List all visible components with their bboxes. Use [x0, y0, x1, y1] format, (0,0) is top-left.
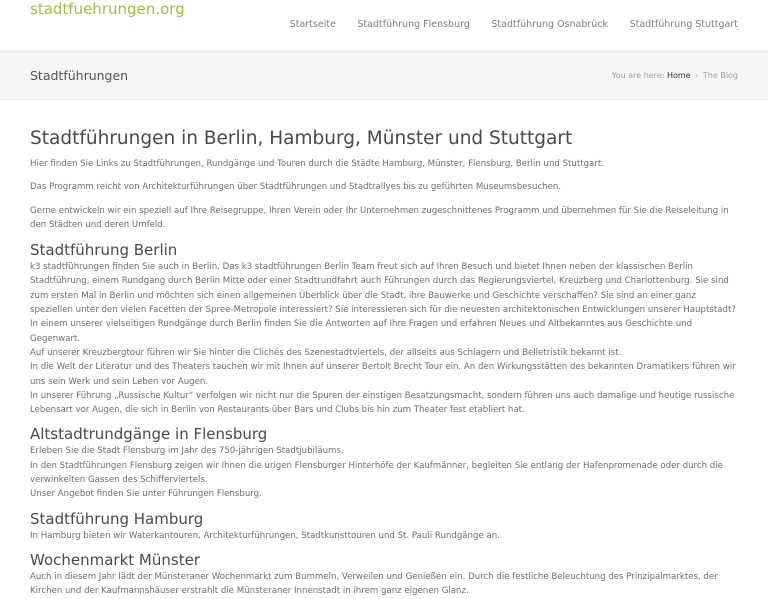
- main-nav: [268, 18, 738, 32]
- section-heading-hamburg: Stadtführung Hamburg: [30, 509, 204, 528]
- section-heading-flensburg: Altstadtrundgänge in Flensburg: [30, 425, 268, 444]
- section-heading-berlin: Stadtführung Berlin: [30, 241, 178, 260]
- section-text: Unser Angebot finden Sie unter Führungen Flensburg.: [30, 489, 262, 500]
- section-heading-muenster: Wochenmarkt Münster: [30, 550, 200, 569]
- section-text: In den Stadtführungen Flensburg zeigen wir Ihnen die urigen Flensburger Hinterhöfe der Kaufmänner, begleiten Sie entlang der Hafenpromenade oder durch die verwinkelten Gassen des Schifferviertels.: [30, 460, 723, 486]
- article-content: [30, 127, 740, 599]
- section-text: In Hamburg bieten wir Waterkantouren, Architekturführungen, Stadtkunsttouren und St. Pauli Rundgänge an.: [30, 530, 500, 541]
- section-text: Auch in diesem Jahr lädt der Münsteraner Wochenmarkt zum Bummeln, Verweilen und Genießen ein. Durch die festliche Beleuchtung des Prinzipalmarktes, der Kirchen und der Kaufmannshäuser erstrahlt die Münsteraner Innenstadt in ihrem ganz eigenen Glanz.: [30, 571, 718, 597]
- section-text: Auf unserer Kreuzbergtour führen wir Sie hinter die Clichés des Szenestadtviertels, der allseits aus Schlagern und Belletristik bekannt ist.: [30, 347, 622, 358]
- page-title: Stadtführungen: [30, 68, 129, 83]
- article-title: Stadtführungen in Berlin, Hamburg, Münster und Stuttgart: [30, 128, 573, 149]
- nav-item-stadtfuehrung-osnabrueck[interactable]: Stadtführung Osnabrück: [491, 19, 609, 30]
- breadcrumb: [612, 71, 738, 80]
- nav-item-stadtfuehrung-flensburg[interactable]: Stadtführung Flensburg: [357, 19, 470, 30]
- site-logo-link[interactable]: stadtfuehrungen.org: [30, 0, 185, 18]
- section-text: In die Welt der Literatur und des Theaters tauchen wir mit Ihnen auf unserer Bertolt Brecht Tour ein. An den Wirkungsstätten des bekannten Dramatikers führen wir uns sein Werk und sein Leben vor Augen.: [30, 362, 736, 387]
- breadcrumb-prefix: You are here:: [611, 71, 665, 80]
- intro-paragraph: Hier finden Sie Links zu Stadtführungen, Rundgänge und Touren durch die Städte Hamburg, Münster, Flensburg, Berlin und Stuttgart.: [30, 159, 604, 169]
- nav-item-startseite[interactable]: Startseite: [289, 19, 336, 30]
- section-text: In einem unserer vielseitigen Rundgänge durch Berlin finden Sie die Antworten auf Ihre Fragen und erfahren Neues und Altbekanntes aus Geschichte und Gegenwart.: [30, 319, 693, 344]
- breadcrumb-home-link[interactable]: Home: [666, 71, 691, 80]
- page-title-bar: [0, 52, 768, 100]
- breadcrumb-separator-icon: ›: [695, 71, 699, 80]
- intro-paragraph: Das Programm reicht von Architekturführungen über Stadtführungen und Stadtrallyes bis zu geführten Museumsbesuchen.: [30, 182, 562, 193]
- section-text: Erleben Sie die Stadt Flensburg im Jahr des 750-jährigen Stadtjubiläums.: [30, 446, 344, 457]
- section-text: k3 stadtführungen finden Sie auch in Berlin. Das k3 stadtführungen Berlin Team freut sich auf Ihren Besuch und bietet Ihnen neben der klassischen Berlin Stadtführung, einem Rundgang durch Berlin Mitte oder einer Stadtrundfahrt auch Führungen durch das Regierungsviertel, Kreuzberg und Charlottenburg. Sie sind zum ersten Mal in Berlin und möchten sich einen allgemeinen Überblick über die Stadt, ihre Bauwerke und Geschichte verschaffen? Sie sind an einer ganz speziellen unter den vielen Facetten der Spree-Metropole interessiert? Sie interessieren sich für die neuesten architektonischen Entwicklungen unserer Hauptstadt?: [30, 262, 736, 316]
- site-header: [0, 0, 768, 52]
- breadcrumb-current: The Blog: [702, 71, 738, 80]
- nav-item-stadtfuehrung-stuttgart[interactable]: Stadtführung Stuttgart: [629, 19, 738, 30]
- intro-paragraph: Gerne entwickeln wir ein speziell auf Ihre Reisegruppe, Ihren Verein oder Ihr Unternehmen zugeschnittenes Programm und übernehmen für Sie die Reiseleitung in den Städten und deren Umfeld.: [30, 205, 729, 230]
- section-text: In unserer Führung „Russische Kultur“ verfolgen wir nicht nur die Spuren der einstigen Besatzungsmacht, sondern führen uns auch damalige und heutige russische Lebensart vor Augen, die sich in Berlin von Restaurants über Bars und Clubs bis hin zum Theater fest etabliert hat.: [30, 390, 735, 416]
